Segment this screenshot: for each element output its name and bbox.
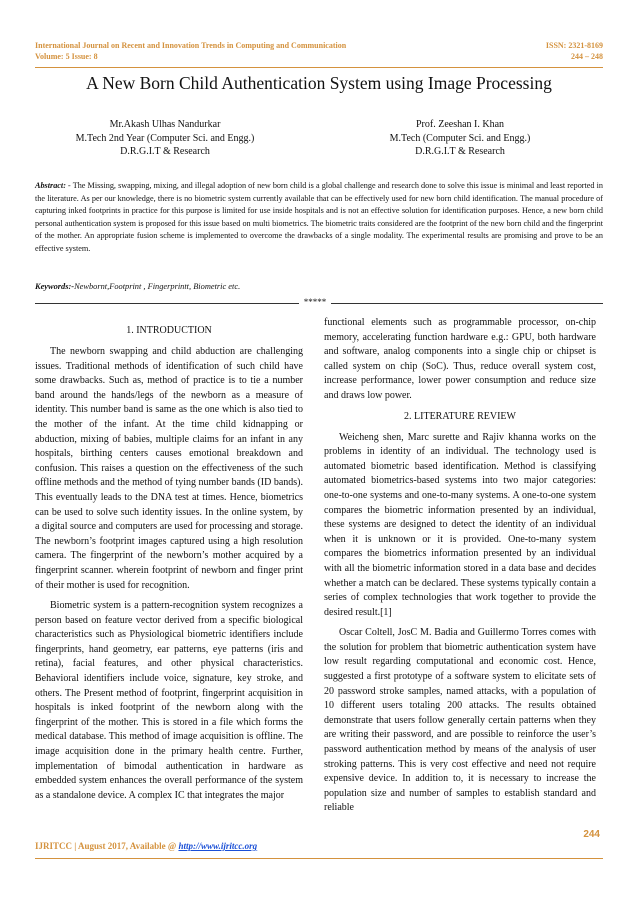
footer-text: IJRITCC | August 2017, Available @ — [35, 841, 179, 851]
paragraph: The newborn swapping and child abduction are challenging issues. Traditional methods of identification of such child have some drawbacks. Such as, method of practice is to tie a number band around the hands/legs of the newborn as a measure of identity. This number band is same as the one which is also tied to the mother of the infant. At the time child kidnapping or abduction, mixing of babies, multiple claims for an infant in any hospitals, birthing centers causes emotional breakdown and confusion. This raises a question on the effectiveness of the such offline methods and the method of tying number bands (ID bands). This eventually leads to the DNA test at times. Hence, biometrics can be used to solve such identity issues. In the online system, by a digital source and computers are used for processing and storage. The newborn’s footprint images captured using a high resolution camera. The fingerprint of the newborn’s mother acquired by a fingerprint scanner. wherein footprint of newborn and finger print of their mother is used for recognition. — [35, 346, 303, 591]
author-name: Prof. Zeeshan I. Khan — [415, 119, 505, 130]
author-degree: M.Tech (Computer Sci. and Engg.) — [389, 132, 531, 144]
separator-rule-right — [331, 303, 603, 304]
keywords-text: Newbornt,Footprint , Fingerprintt, Biometric etc. — [74, 282, 241, 291]
issn: ISSN: 2321-8169 — [545, 41, 603, 50]
author-block-1 — [50, 118, 280, 159]
separator-stars: ***** — [303, 297, 327, 307]
footer — [35, 840, 257, 852]
header-left — [35, 40, 346, 62]
author-affiliation: D.R.G.I.T & Research — [120, 146, 210, 157]
abstract-label: Abstract: - — [35, 181, 71, 190]
header-right — [546, 40, 603, 62]
section-heading-literature-review: 2. LITERATURE REVIEW — [404, 410, 516, 422]
paragraph: Biometric system is a pattern-recognition system recognizes a person based on feature vector derived from a specific biological characteristics such as Physiological biometric identifiers include fingerprints, hand geometry, ear patterns, eye patterns (iris and retina), facial features, and other physical characteristics. Behavioral identifiers include voice, signature, key stroke, and others. The Present method of footprint, fingerprint acquisition in hospitals is inked footprint of the newborn along with the fingerprint of the mother. This is stored in a file which forms the medical database. This method of image acquisition is offline. The image acquisition done in the primary health centre. Further, implementation of bimodal authentication in hardware as embedded system enhances the overall performance of the system as a standalone device. A complex IC that integrates the major — [35, 600, 303, 801]
page-range: 244 – 248 — [571, 52, 603, 61]
volume-issue: Volume: 5 Issue: 8 — [35, 52, 98, 61]
section-heading-introduction: 1. INTRODUCTION — [126, 325, 212, 336]
author-affiliation: D.R.G.I.T & Research — [415, 146, 505, 157]
right-column — [324, 316, 596, 822]
paper-title: A New Born Child Authentication System using Image Processing — [86, 73, 552, 93]
header-rule — [35, 67, 603, 68]
author-degree: M.Tech 2nd Year (Computer Sci. and Engg.) — [75, 132, 255, 144]
footer-rule — [35, 858, 603, 859]
abstract — [35, 180, 603, 256]
paragraph-continuation: functional elements such as programmable processor, on-chip memory, accelerating function hardware e.g.: GPU, both hardware and software, analog components into a single chip or chipset is called system on chip (SoC). Thus, reduce overall system cost, increase performance, lower power consumption and reduce size and draws low power. — [324, 317, 596, 401]
left-column — [35, 322, 303, 809]
journal-link[interactable]: http://www.ijritcc.org — [178, 841, 258, 851]
paragraph: Oscar Coltell, JosC M. Badia and Guillermo Torres comes with the solution for problem that biometric authentication system have low result regarding computational and economic cost. Hence, suggested a first prototype of a software system to elicitate sets of 20 password stroke samples, named attacks, with a population of 10 different users totaling 200 attacks. The results obtained demonstrate that users follow generally certain patterns when they are writing their password, and are possible to reinforce the user’s password authentication method by means of the analysis of user stroking patterns. This is very cost effective and need not require expensive device. In addition to, it is necessary to increase the population size and number of samples to establish standard and reliable — [324, 627, 596, 814]
abstract-text: The Missing, swapping, mixing, and illegal adoption of new born child is a global challenge and research done to solve this issue is minimal and least reported in the literature. As per our knowledge, there is no biometric system currently available that can be effectively used for new born child identification. The manual procedure of capturing inked footprints in practice for this purpose is limited for use inside hospitals and is not an effective solution for identification purposes. Hence, a new born child personal authentication system is proposed for this issue based on multi biometrics. The biometric traits considered are the footprint of the new born child and the fingerprint of the mother. An appropriate fusion scheme is implemented to overcome the drawbacks of a single modality. The experimental results are promising and prove to be an effective system. — [35, 181, 603, 253]
journal-name: International Journal on Recent and Innovation Trends in Computing and Communication — [35, 41, 347, 50]
keywords — [35, 281, 603, 292]
keywords-label: Keywords:- — [35, 282, 75, 291]
page-number: 244 — [583, 829, 600, 840]
author-block-2 — [345, 118, 575, 159]
author-name: Mr.Akash Ulhas Nandurkar — [109, 119, 221, 130]
paragraph: Weicheng shen, Marc surette and Rajiv khanna works on the problems in identity of an individual. The technology used is automated biometric based identification. Method is classifying automated biometrics-based systems into two major categories: one-to-one systems and one-to-many systems. A one-to-one system compares the biometric information presented by an individual, these systems are designed to detect the identity of an individual when it is unknown or it is provided. One-to-many system compares the biometrics information presented by an individual with all the biometric information stored in a data base and decides whether a match can be declared. These systems typically contain a series of complex technologies that work together to provide the desired result.[1] — [324, 431, 596, 618]
separator-rule-left — [35, 303, 299, 304]
